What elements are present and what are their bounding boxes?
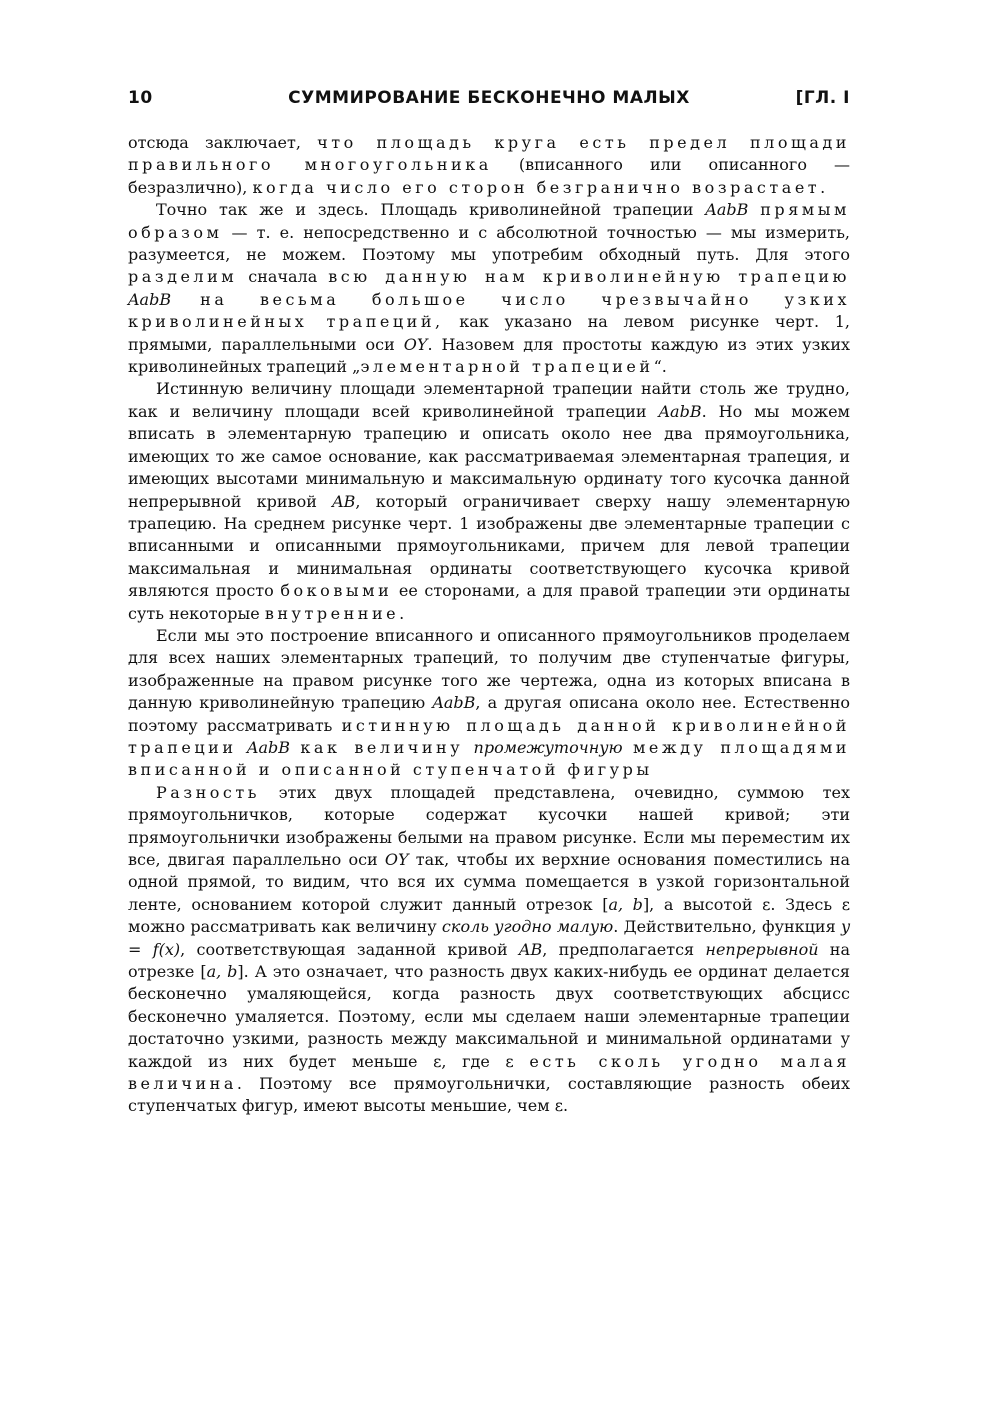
italic-term: y = f(x) (128, 917, 851, 959)
italic-term: AabB (658, 401, 702, 421)
text-run: . Поэтому все прямоугольнички, составляющие разность обеих ступенчатых фигур, имеют высоты меньшие, чем ε. (128, 1074, 850, 1116)
spaced-emphasis: боковыми (280, 581, 393, 601)
italic-term: AabB (432, 693, 476, 713)
page-header (128, 88, 850, 118)
text-run (237, 738, 247, 757)
spaced-emphasis: всю данную нам криволинейную трапецию (328, 267, 850, 287)
spaced-emphasis: разделим (128, 267, 238, 287)
text-run: . (399, 603, 405, 623)
italic-term: непрерывной (705, 939, 819, 959)
spaced-emphasis: как величину (300, 737, 464, 757)
italic-term: AB (332, 491, 356, 511)
text-run: (вписанного или описанного — безразлично), (128, 155, 851, 197)
spaced-emphasis: когда число его сторон безгранично возрастает. (252, 177, 829, 197)
spaced-emphasis: между площадями вписанной и описанной ступенчатой фигуры (128, 737, 850, 780)
text-run: , который ограничивает сверху нашу элементарную трапецию. На среднем рисунке черт. 1 изображены две элементарные трапеции с вписанными и описанными прямоугольниками, причем для левой трапеции максимальная и минимальная ординаты соответствующего кусочка кривой являются просто (128, 491, 850, 601)
italic-term: OY (384, 850, 409, 869)
text-run (748, 200, 760, 219)
spaced-emphasis: что площадь круга есть предел площади правильного многоугольника (128, 133, 850, 175)
text-run: на отрезке [ (128, 939, 851, 982)
italic-term: промежуточную (473, 737, 623, 757)
text-run: , предполагается (542, 939, 706, 959)
text-run: . Но мы можем вписать в элементарную трапецию и описать около нее два прямоугольника, имеющих то же самое основание, как рассматриваемая элементарная трапеция, и имеющих высотами минимальную и максимальную ординату того кусочка данной непрерывной кривой (128, 401, 851, 511)
text-run: как указано на левом рисунке черт. 1, прямыми, параллельными оси (128, 312, 851, 354)
text-run (623, 738, 633, 757)
italic-term: AabB (705, 200, 749, 220)
text-run (463, 738, 473, 757)
spaced-emphasis: есть сколь угодно малая величина (128, 1051, 850, 1094)
text-run: , а другая описана около нее. Естественно поэтому рассматривать (128, 693, 850, 735)
text-run: Точно так же и здесь. Площадь криволинейной трапеции (156, 200, 706, 220)
italic-term: AabB (128, 289, 172, 309)
text-run: сначала (237, 267, 329, 287)
paragraph (128, 378, 850, 624)
text-run (290, 738, 300, 757)
chapter-marker: [ГЛ. I (795, 88, 850, 108)
spaced-emphasis: на весьма большое число чрезвычайно узких криволинейных трапеций, (128, 289, 850, 332)
text-run (171, 290, 200, 309)
paragraph (128, 132, 850, 199)
text-run: Истинную величину площади элементарной трапеции найти столь же трудно, как и величину площади всей криволинейной трапеции (128, 379, 850, 421)
text-run: ее сторонами, а для правой трапеции эти ординаты суть некоторые (128, 581, 850, 623)
spaced-emphasis: прямым образом (128, 200, 850, 242)
spaced-emphasis: Разность (156, 782, 261, 802)
spaced-emphasis: элементарной трапецией (360, 357, 654, 377)
italic-term: a, b (206, 962, 238, 982)
text-run: . Назовем для простоты каждую из этих узких криволинейных трапеций „ (128, 334, 851, 377)
italic-term: AabB (246, 737, 291, 757)
running-title: СУММИРОВАНИЕ БЕСКОНЕЧНО МАЛЫХ (288, 88, 690, 108)
text-run: , соответствующая заданной кривой (180, 939, 519, 959)
text-run: ], а высотой ε. Здесь ε можно рассматривать как величину (128, 894, 851, 937)
italic-term: a, b (608, 894, 643, 914)
text-run: так, чтобы их верхние основания поместились на одной прямой, то видим, что вся их сумма помещается в узкой горизонтальной ленте, основанием которой служит данный отрезок [ (128, 850, 850, 914)
paragraph (128, 199, 850, 378)
text-run: “. (653, 357, 667, 377)
italic-term: сколь угодно малую (441, 917, 614, 937)
text-run: — т. е. непосредственно и с абсолютной точностью — мы измерить, разумеется, не можем. Поэтому мы употребим обходный путь. Для этого (128, 222, 850, 265)
spaced-emphasis: истинную площадь данной криволинейной трапеции (128, 715, 850, 757)
italic-term: AB (518, 939, 543, 959)
text-run: отсюда заключает, (128, 133, 318, 152)
text-run: ]. А это означает, что разность двух каких-нибудь ее ординат делается бесконечно умаляющейся, когда разность двух соответствующих абсцисс бесконечно умаляется. Поэтому, если мы сделаем наши элементарные трапеции достаточно узкими, разность между максимальной и минимальной ординатами у каждой из них будет меньше ε, где ε (128, 962, 851, 1071)
page-body (128, 132, 850, 1118)
page-number: 10 (128, 88, 153, 108)
text-run: Если мы это построение вписанного и описанного прямоугольников проделаем для всех наших элементарных трапеций, то получим две ступенчатые фигуры, изображенные на правом рисунке того же чертежа, одна из которых вписана в данную криволинейную трапецию (128, 625, 850, 713)
text-run: . Действительно, функция (613, 917, 841, 937)
spaced-emphasis: внутренние (264, 603, 400, 623)
italic-term: OY (403, 334, 428, 354)
paragraph (128, 782, 850, 1118)
paragraph (128, 625, 850, 782)
text-run: этих двух площадей представлена, очевидно, суммою тех прямоугольничков, которые содержат кусочки нашей кривой; эти прямоугольнички изображены белыми на правом рисунке. Если мы переместим их все, двигая параллельно оси (128, 782, 850, 869)
